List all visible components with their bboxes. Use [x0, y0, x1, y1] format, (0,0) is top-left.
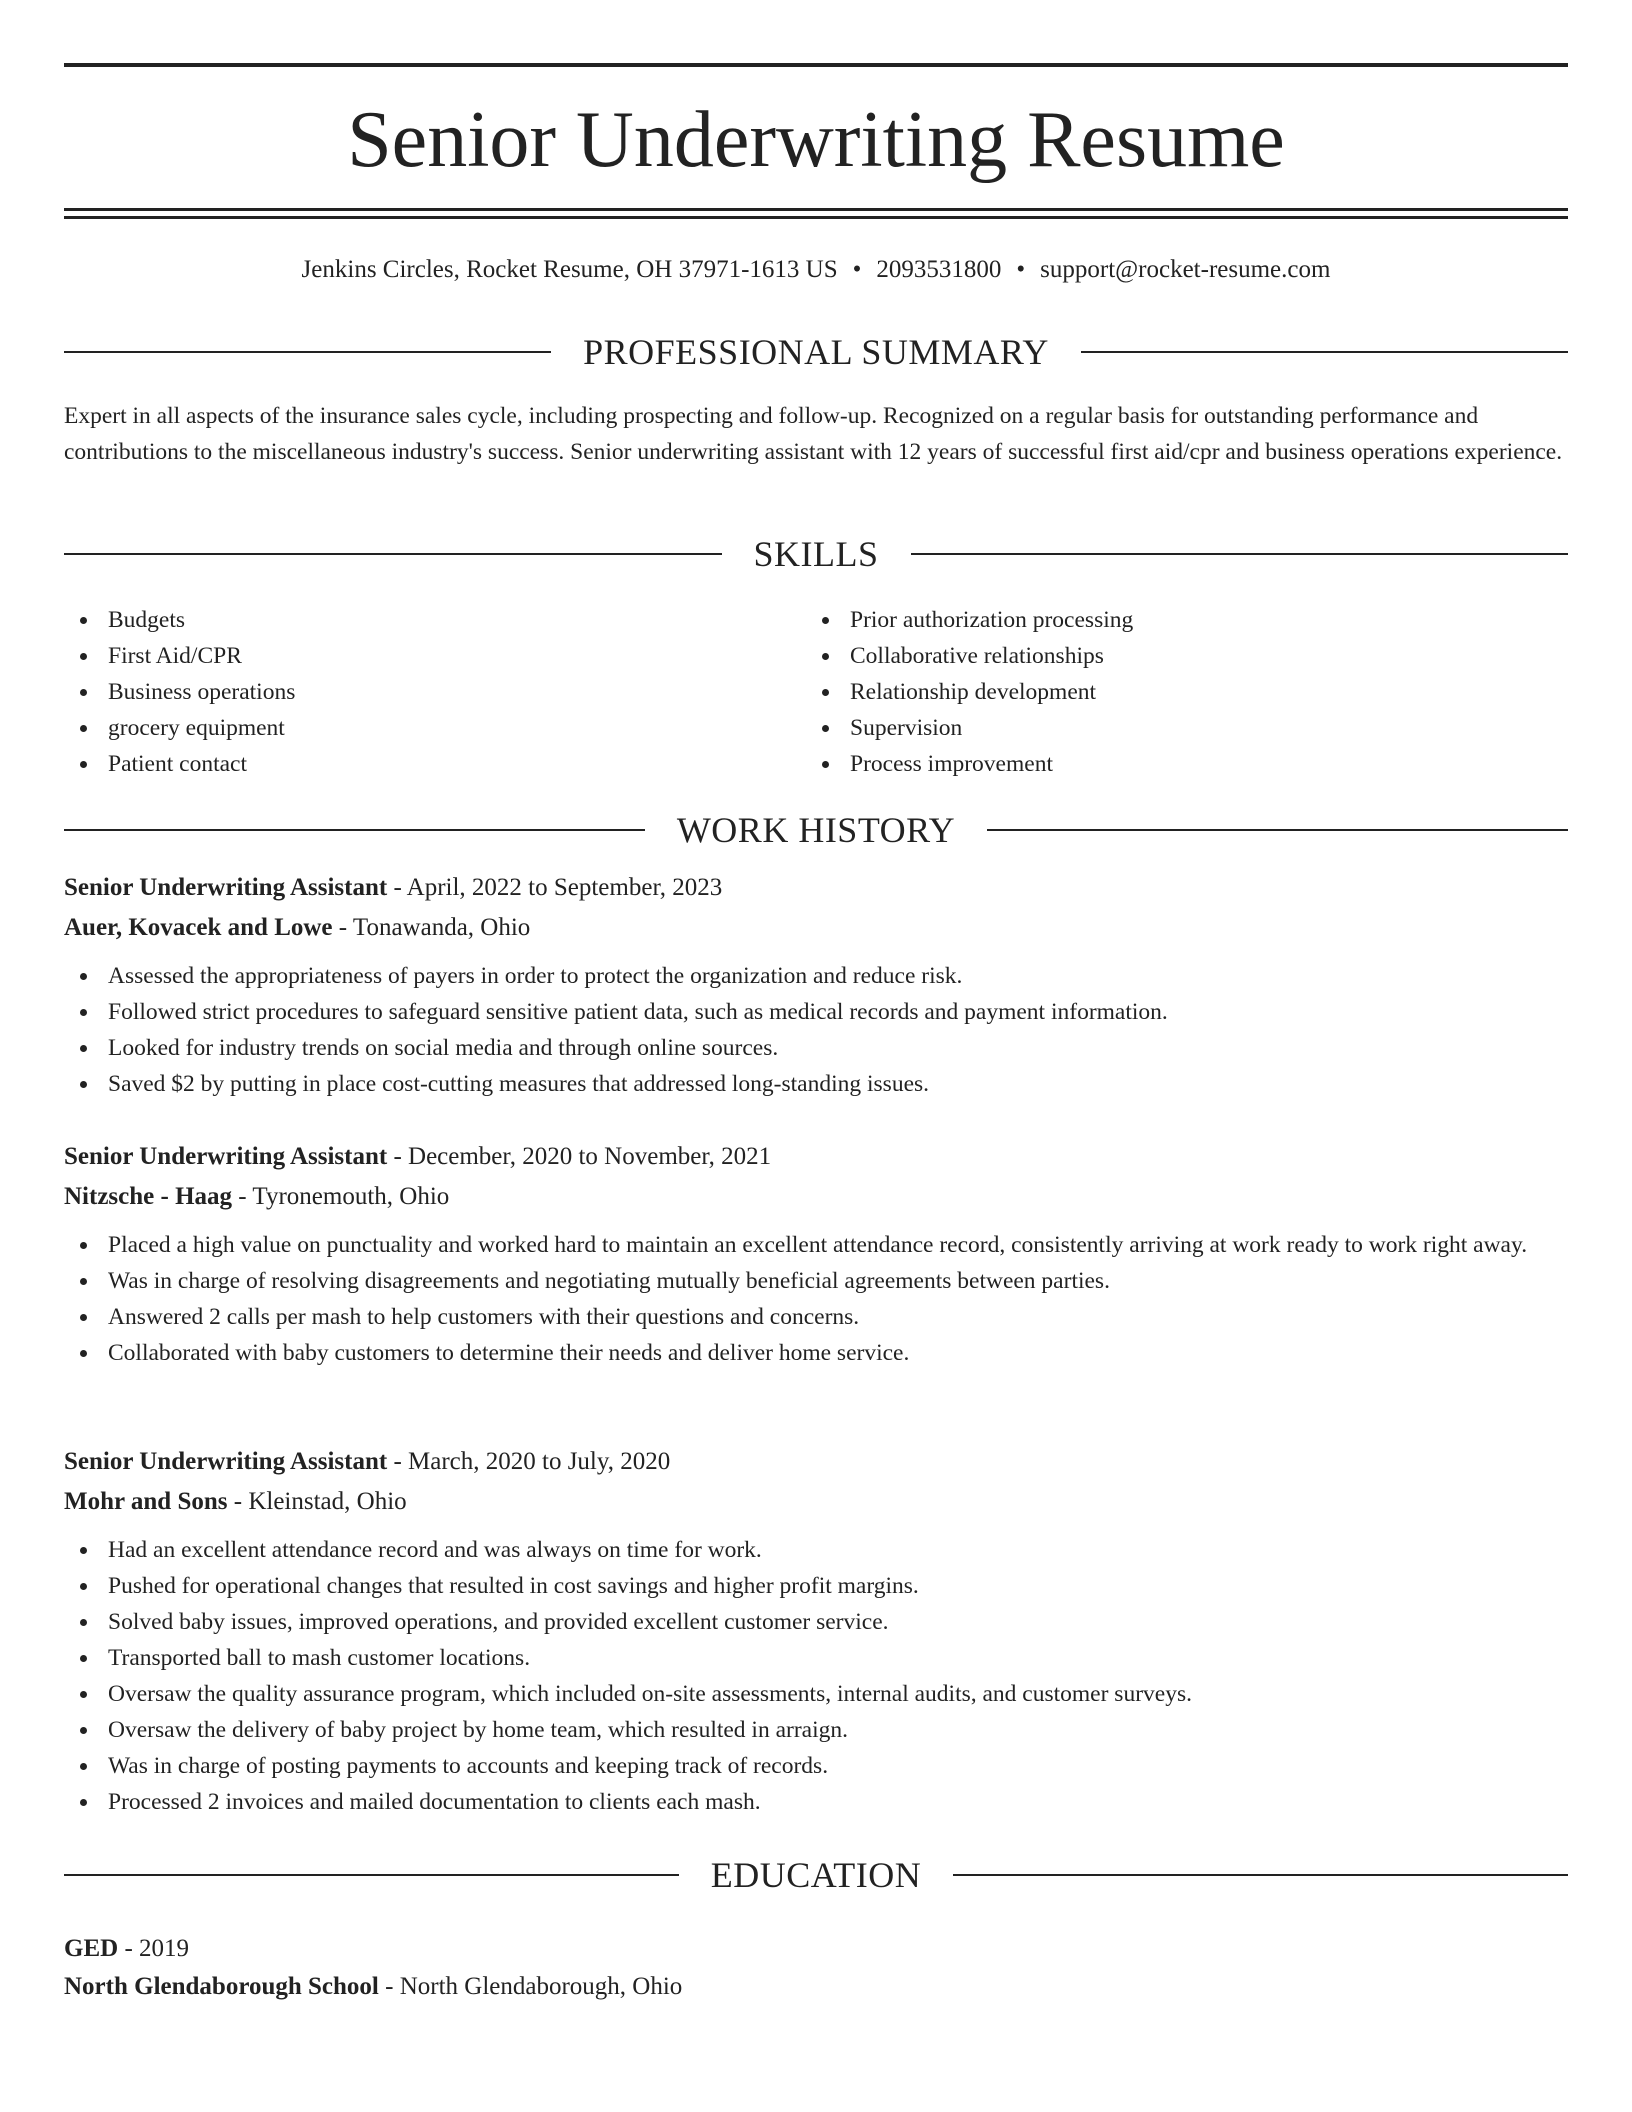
job-bullet: Followed strict procedures to safeguard sensitive patient data, such as medical records and payment information.	[64, 994, 1568, 1030]
job-company: Mohr and Sons	[64, 1488, 228, 1515]
job-company: Nitzsche - Haag	[64, 1183, 233, 1210]
job-bullet: Pushed for operational changes that resulted in cost savings and higher profit margins.	[64, 1568, 1568, 1604]
heading-rule	[64, 1874, 679, 1876]
skill-item: Business operations	[64, 674, 804, 710]
job-bullet: Was in charge of posting payments to accounts and keeping track of records.	[64, 1748, 1568, 1784]
job-bullet: Placed a high value on punctuality and worked hard to maintain an excellent attendance record, consistently arriving at work ready to work right away.	[64, 1227, 1568, 1263]
job-bullet: Answered 2 calls per mash to help customers with their questions and concerns.	[64, 1299, 1568, 1335]
title-rule-upper	[64, 208, 1568, 211]
job-bullet: Had an excellent attendance record and was always on time for work.	[64, 1532, 1568, 1568]
skill-item: Supervision	[806, 710, 1546, 746]
heading-rule	[64, 553, 722, 555]
section-heading-skills	[64, 532, 1568, 576]
job-title: Senior Underwriting Assistant	[64, 1143, 388, 1170]
contact-separator: •	[1016, 256, 1026, 283]
education-year: 2019	[139, 1935, 190, 1962]
skills-column-right	[806, 602, 1546, 782]
job-dates: April, 2022 to September, 2023	[406, 874, 723, 901]
job-bullet: Transported ball to mash customer locations.	[64, 1640, 1568, 1676]
heading-rule	[953, 1874, 1568, 1876]
contact-line	[64, 252, 1568, 288]
skills-column-left	[64, 602, 804, 782]
section-heading-summary	[64, 330, 1568, 374]
contact-phone: 2093531800	[876, 256, 1002, 283]
skill-item: Collaborative relationships	[806, 638, 1546, 674]
skill-item: Process improvement	[806, 746, 1546, 782]
job-bullet: Processed 2 invoices and mailed documentation to clients each mash.	[64, 1784, 1568, 1820]
top-rule	[64, 63, 1568, 67]
job-location: Tyronemouth, Ohio	[252, 1183, 450, 1210]
summary-text: Expert in all aspects of the insurance sales cycle, including prospecting and follow-up. Recognized on a regular basis for outstanding performance and contributions to the miscellaneous industry's success. Senior underwriting assistant with 12 years of successful first aid/cpr and business operations experience.	[64, 403, 1563, 465]
job-company: Auer, Kovacek and Lowe	[64, 914, 333, 941]
heading-rule	[1081, 351, 1568, 353]
section-title: EDUCATION	[710, 1855, 922, 1895]
dash: -	[393, 1143, 402, 1170]
job-entry	[64, 1137, 1568, 1371]
contact-email: support@rocket-resume.com	[1040, 256, 1331, 283]
job-company-line	[64, 1177, 1568, 1217]
dash: -	[393, 874, 402, 901]
skill-item: grocery equipment	[64, 710, 804, 746]
education-entry	[64, 1930, 1568, 2006]
section-title: SKILLS	[753, 534, 879, 574]
dash: -	[338, 914, 348, 941]
dash: -	[393, 1448, 402, 1475]
job-bullet: Was in charge of resolving disagreements and negotiating mutually beneficial agreements between parties.	[64, 1263, 1568, 1299]
dash: -	[238, 1183, 247, 1210]
job-title: Senior Underwriting Assistant	[64, 874, 388, 901]
section-title: WORK HISTORY	[676, 810, 956, 850]
job-company-line	[64, 1482, 1568, 1522]
job-bullet: Oversaw the quality assurance program, which included on-site assessments, internal audits, and customer surveys.	[64, 1676, 1568, 1712]
heading-rule	[64, 829, 645, 831]
dash: -	[385, 1973, 394, 2000]
skill-item: Patient contact	[64, 746, 804, 782]
heading-rule	[987, 829, 1568, 831]
contact-address: Jenkins Circles, Rocket Resume, OH 37971-1613 US	[301, 256, 838, 283]
job-bullet: Solved baby issues, improved operations, and provided excellent customer service.	[64, 1604, 1568, 1640]
job-bullet: Saved $2 by putting in place cost-cutting measures that addressed long-standing issues.	[64, 1066, 1568, 1102]
dash: -	[124, 1935, 133, 1962]
heading-rule	[911, 553, 1569, 555]
contact-separator: •	[852, 256, 862, 283]
section-heading-education	[64, 1853, 1568, 1897]
job-bullet: Looked for industry trends on social media and through online sources.	[64, 1030, 1568, 1066]
job-dates: March, 2020 to July, 2020	[408, 1448, 671, 1475]
skill-item: Budgets	[64, 602, 804, 638]
section-heading-work	[64, 808, 1568, 852]
education-degree-line	[64, 1930, 1568, 1968]
job-dates: December, 2020 to November, 2021	[408, 1143, 772, 1170]
education-location: North Glendaborough, Ohio	[399, 1973, 683, 2000]
dash: -	[233, 1488, 243, 1515]
job-entry	[64, 868, 1568, 1102]
job-location: Tonawanda, Ohio	[352, 914, 531, 941]
skill-item: First Aid/CPR	[64, 638, 804, 674]
job-bullet: Oversaw the delivery of baby project by home team, which resulted in arraign.	[64, 1712, 1568, 1748]
education-school-line	[64, 1968, 1568, 2006]
job-location: Kleinstad, Ohio	[248, 1488, 407, 1515]
job-title-line	[64, 1137, 1568, 1177]
heading-rule	[64, 351, 551, 353]
job-title: Senior Underwriting Assistant	[64, 1448, 388, 1475]
job-bullet: Collaborated with baby customers to determine their needs and deliver home service.	[64, 1335, 1568, 1371]
job-title-line	[64, 868, 1568, 908]
title-rule-lower	[64, 216, 1568, 219]
job-entry	[64, 1442, 1568, 1820]
section-title: PROFESSIONAL SUMMARY	[583, 332, 1049, 372]
education-school: North Glendaborough School	[64, 1973, 379, 2000]
job-bullet: Assessed the appropriateness of payers in order to protect the organization and reduce risk.	[64, 958, 1568, 994]
job-company-line	[64, 908, 1568, 948]
education-degree: GED	[64, 1935, 119, 1962]
skill-item: Relationship development	[806, 674, 1546, 710]
skill-item: Prior authorization processing	[806, 602, 1546, 638]
page-title: Senior Underwriting Resume	[347, 96, 1285, 184]
job-title-line	[64, 1442, 1568, 1482]
